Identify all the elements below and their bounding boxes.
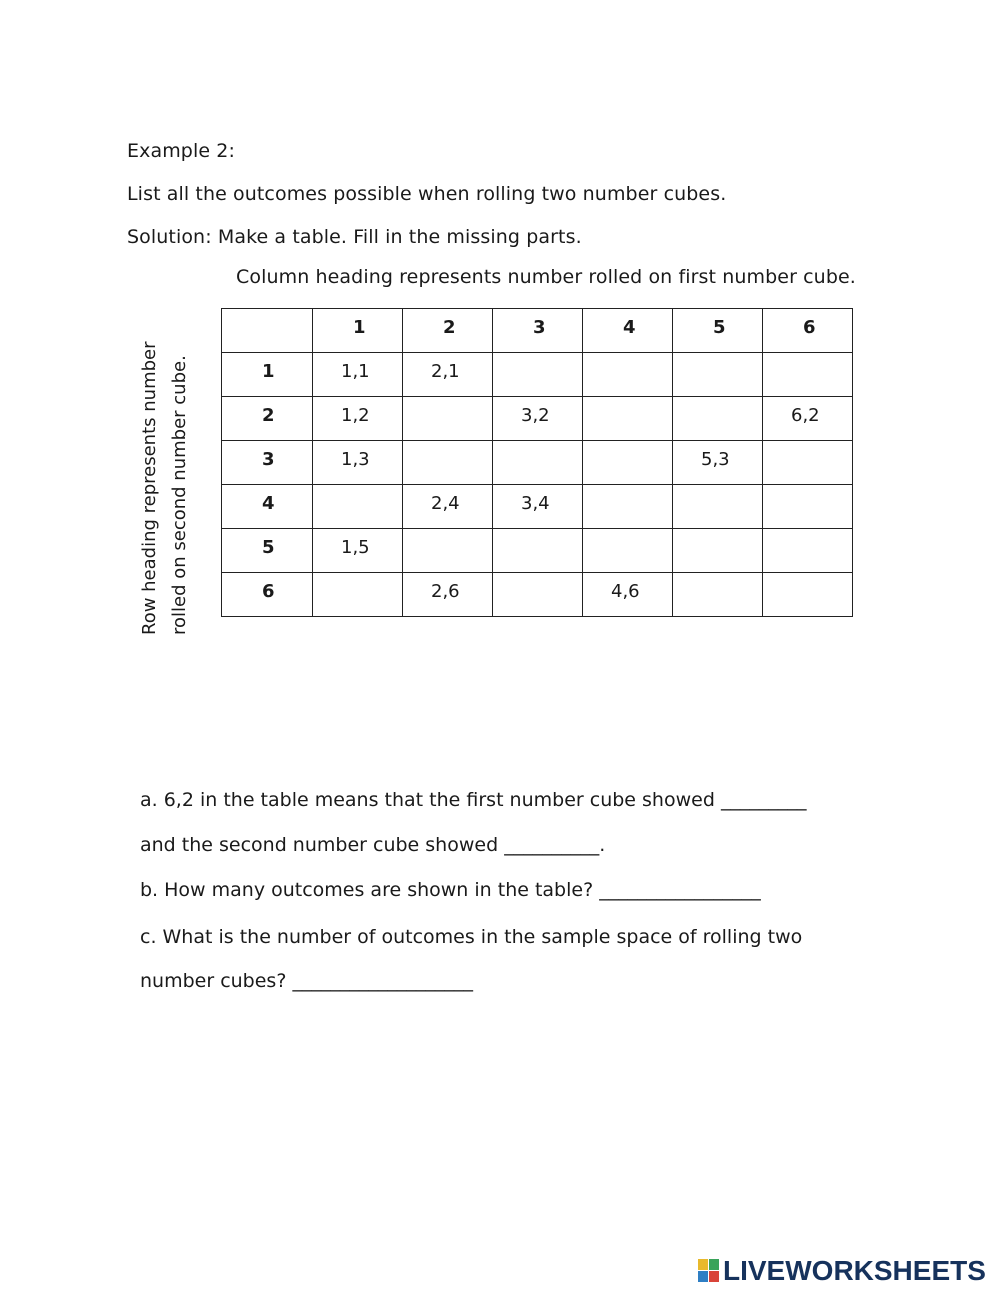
table-cell: 2,1 xyxy=(403,353,493,397)
table-cell[interactable] xyxy=(313,485,403,529)
table-cell: 4,6 xyxy=(583,573,673,617)
row-caption-line-2: rolled on second number cube. xyxy=(169,355,190,635)
question-c-line-1 xyxy=(140,926,802,948)
question-a-text: a. 6,2 in the table means that the first number cube showed xyxy=(140,789,715,811)
table-cell[interactable] xyxy=(583,529,673,573)
liveworksheets-logo-text: LIVEWORKSHEETS xyxy=(723,1255,986,1286)
table-cell[interactable] xyxy=(493,441,583,485)
question-c-text-2: number cubes? xyxy=(140,970,287,992)
table-row xyxy=(222,397,853,441)
logo-square-green xyxy=(709,1259,719,1270)
answer-a-second-blank[interactable]: __________. xyxy=(504,834,606,856)
table-row xyxy=(222,529,853,573)
question-b-text: b. How many outcomes are shown in the table? xyxy=(140,879,594,901)
table-cell[interactable] xyxy=(493,353,583,397)
table-cell[interactable] xyxy=(673,529,763,573)
table-cell[interactable] xyxy=(673,353,763,397)
table-cell[interactable] xyxy=(673,485,763,529)
question-c-text: c. What is the number of outcomes in the sample space of rolling two xyxy=(140,926,803,948)
row-header: 5 xyxy=(222,529,313,573)
answer-c-blank[interactable]: ___________________ xyxy=(292,970,473,992)
question-a-text-2: and the second number cube showed xyxy=(140,834,499,856)
table-cell: 1,1 xyxy=(313,353,403,397)
table-cell[interactable] xyxy=(763,441,853,485)
row-header: 2 xyxy=(222,397,313,441)
example-title: Example 2: xyxy=(127,140,235,162)
table-cell[interactable] xyxy=(493,573,583,617)
question-a-line-1 xyxy=(140,789,806,811)
question-a-line-2 xyxy=(140,834,605,856)
table-corner-cell xyxy=(222,309,313,353)
table-cell[interactable] xyxy=(763,529,853,573)
table-cell[interactable] xyxy=(763,353,853,397)
column-caption: Column heading represents number rolled on first number cube. xyxy=(236,266,856,288)
table-cell: 1,2 xyxy=(313,397,403,441)
row-caption-line-1: Row heading represents number xyxy=(139,341,160,635)
column-header: 5 xyxy=(673,309,763,353)
column-header: 4 xyxy=(583,309,673,353)
table-cell[interactable] xyxy=(403,441,493,485)
table-cell: 5,3 xyxy=(673,441,763,485)
instruction-text: List all the outcomes possible when rolling two number cubes. xyxy=(127,183,727,205)
answer-b-blank[interactable]: _________________ xyxy=(599,879,761,901)
table-cell[interactable] xyxy=(763,573,853,617)
table-cell[interactable] xyxy=(583,441,673,485)
table-cell[interactable] xyxy=(673,573,763,617)
solution-text: Solution: Make a table. Fill in the missing parts. xyxy=(127,226,582,248)
table-cell[interactable] xyxy=(493,529,583,573)
table-cell[interactable] xyxy=(583,353,673,397)
table-row xyxy=(222,573,853,617)
liveworksheets-logo-icon xyxy=(698,1259,720,1283)
table-cell[interactable] xyxy=(313,573,403,617)
answer-a-first-blank[interactable]: _________ xyxy=(720,789,807,811)
column-header: 1 xyxy=(313,309,403,353)
liveworksheets-logo xyxy=(698,1256,986,1286)
row-caption xyxy=(135,315,195,635)
table-cell[interactable] xyxy=(403,529,493,573)
table-cell: 2,6 xyxy=(403,573,493,617)
table-cell: 2,4 xyxy=(403,485,493,529)
question-b xyxy=(140,879,761,901)
logo-square-yellow xyxy=(698,1259,708,1270)
table-cell: 1,3 xyxy=(313,441,403,485)
table-cell: 3,4 xyxy=(493,485,583,529)
row-header: 3 xyxy=(222,441,313,485)
table-header-row xyxy=(222,309,853,353)
table-cell[interactable] xyxy=(673,397,763,441)
outcomes-table xyxy=(221,308,853,617)
table-row xyxy=(222,441,853,485)
table-cell[interactable] xyxy=(763,485,853,529)
table-cell[interactable] xyxy=(403,397,493,441)
logo-square-red xyxy=(709,1271,719,1282)
row-header: 1 xyxy=(222,353,313,397)
table-cell: 3,2 xyxy=(493,397,583,441)
table-cell: 1,5 xyxy=(313,529,403,573)
column-header: 6 xyxy=(763,309,853,353)
table-row xyxy=(222,353,853,397)
row-header: 4 xyxy=(222,485,313,529)
column-header: 3 xyxy=(493,309,583,353)
question-c-line-2 xyxy=(140,970,473,992)
row-header: 6 xyxy=(222,573,313,617)
table-cell: 6,2 xyxy=(763,397,853,441)
table-cell[interactable] xyxy=(583,485,673,529)
logo-square-blue xyxy=(698,1271,708,1282)
table-row xyxy=(222,485,853,529)
table-cell[interactable] xyxy=(583,397,673,441)
column-header: 2 xyxy=(403,309,493,353)
